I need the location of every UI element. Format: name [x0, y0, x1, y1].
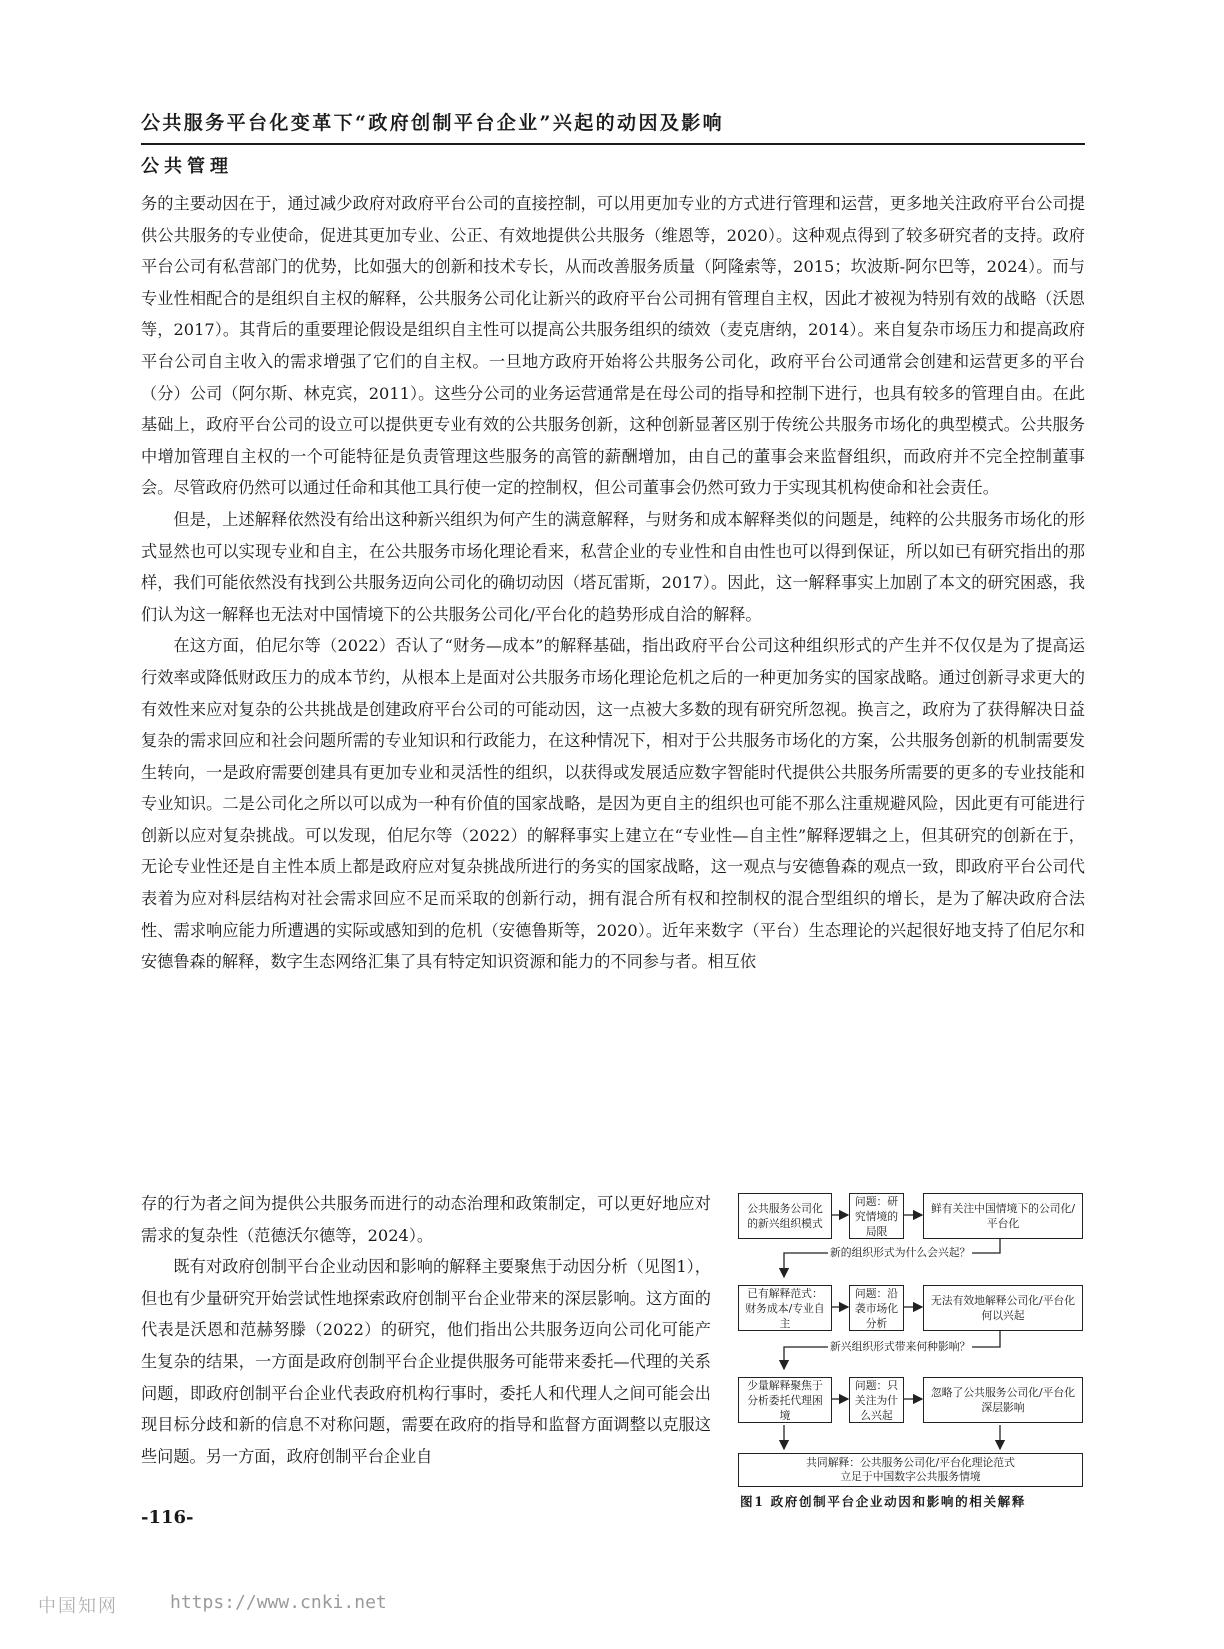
joint-explanation-line2: 立足于中国数字公共服务情境 — [840, 1470, 981, 1483]
figure-1 — [736, 1187, 1088, 1507]
box-problem-why: 问题：只关注为什么兴起 — [849, 1377, 904, 1423]
header-rule — [141, 143, 1085, 145]
running-header-section: 公共管理 — [141, 156, 233, 177]
box-ignored-impact: 忽略了公共服务公司化/平台化深层影响 — [923, 1377, 1083, 1423]
cnki-logo: 中国知网 — [38, 1596, 118, 1617]
paragraph-5: 既有对政府创制平台企业动因和影响的解释主要聚焦于动因分析（见图1），但也有少量研究开始尝试性地探索政府创制平台企业带来的深层影响。这方面的代表是沃恩和范赫努滕（2022）的研究，他们指出公共服务迈向公司化可能产生复杂的结果，一方面是政府创制平台企业提供服务可能带来委托—代理的关系问题，即政府创制平台企业代表政府机构行事时，委托人和代理人之间可能会出现目标分歧和新的信息不对称问题，需要在政府的指导和监督方面调整以克服这些问题。另一方面，政府创制平台企业自 — [141, 1257, 711, 1466]
page-number: -116- — [141, 1507, 194, 1528]
figure-caption-label: 图1 — [740, 1494, 765, 1509]
joint-explanation-line1: 共同解释：公共服务公司化/平台化理论范式 — [806, 1456, 1015, 1469]
box-principal-agent: 少量解释聚焦于分析委托代理困境 — [738, 1377, 832, 1423]
paragraph-1: 务的主要动因在于，通过减少政府对政府平台公司的直接控制，可以用更加专业的方式进行管理和运营，更多地关注政府平台公司提供公共服务的专业使命，促进其更加专业、公正、有效地提供公共服务（维恩等，2020）。这种观点得到了较多研究者的支持。政府平台公司有私营部门的优势，比如强大的创新和技术专长，从而改善服务质量（阿隆索等，2015；坎波斯-阿尔巴等，2024）。而与专业性相配合的是组织自主权的解释，公共服务公司化让新兴的政府平台公司拥有管理自主权，因此才被视为特别有效的战略（沃恩等，2017）。其背后的重要理论假设是组织自主性可以提高公共服务组织的绩效（麦克唐纳，2014）。来自复杂市场压力和提高政府平台公司自主收入的需求增强了它们的自主权。一旦地方政府开始将公共服务公司化，政府平台公司通常会创建和运营更多的平台（分）公司（阿尔斯、林克宾，2011）。这些分公司的业务运营通常是在母公司的指导和控制下进行，也具有较多的管理自由。在此基础上，政府平台公司的设立可以提供更专业有效的公共服务创新，这种创新显著区别于传统公共服务市场化的典型模式。公共服务中增加管理自主权的一个可能特征是负责管理这些服务的高管的薪酬增加，由自己的董事会来监督组织，而政府并不完全控制董事会。尽管政府仍然可以通过任命和其他工具行使一定的控制权，但公司董事会仍然可致力于实现其机构使命和社会责任。 — [141, 194, 1085, 498]
box-existing-paradigm: 已有解释范式：财务成本/专业自主 — [738, 1285, 832, 1331]
box-cannot-explain: 无法有效地解释公司化/平台化何以兴起 — [923, 1285, 1083, 1331]
figure-caption — [740, 1491, 1032, 1510]
figure-caption-text: 政府创制平台企业动因和影响的相关解释 — [770, 1494, 1027, 1509]
question-what-impact: 新兴组织形式带来何种影响？ — [830, 1340, 971, 1353]
paragraph-3: 在这方面，伯尼尔等（2022）否认了“财务—成本”的解释基础，指出政府平台公司这种组织形式的产生并不仅仅是为了提高运行效率或降低财政压力的成本节约，从根本上是面对公共服务市场化理论危机之后的一种更加务实的国家战略。通过创新寻求更大的有效性来应对复杂的公共挑战是创建政府平台公司的可能动因，这一点被大多数的现有研究所忽视。换言之，政府为了获得解决日益复杂的需求回应和社会问题所需的专业知识和行政能力，在这种情况下，相对于公共服务市场化的方案，公共服务创新的机制需要发生转向，一是政府需要创建具有更加专业和灵活性的组织，以获得或发展适应数字智能时代提供公共服务所需要的更多的专业技能和专业知识。二是公司化之所以可以成为一种有价值的国家战略，是因为更自主的组织也可能不那么注重规避风险，因此更有可能进行创新以应对复杂挑战。可以发现，伯尼尔等（2022）的解释事实上建立在“专业性—自主性”解释逻辑之上，但其研究的创新在于，无论专业性还是自主性本质上都是政府应对复杂挑战所进行的务实的国家战略，这一观点与安德鲁森的观点一致，即政府平台公司代表着为应对科层结构对社会需求回应不足而采取的创新行动，拥有混合所有权和控制权的混合型组织的增长，是为了解决政府合法性、需求响应能力所遭遇的实际或感知到的危机（安德鲁斯等，2020）。近年来数字（平台）生态理论的兴起很好地支持了伯尼尔和安德鲁森的解释，数字生态网络汇集了具有特定知识资源和能力的不同参与者。相互依 — [141, 636, 1085, 972]
cnki-url: https://www.cnki.net — [170, 1592, 387, 1613]
box-problem-market: 问题：沿袭市场化分析 — [849, 1285, 904, 1331]
body-text — [141, 188, 1085, 978]
box-china-context: 鲜有关注中国情境下的公司化/平台化 — [923, 1193, 1083, 1239]
box-joint-explanation — [738, 1453, 1083, 1487]
paragraph-2: 但是，上述解释依然没有给出这种新兴组织为何产生的满意解释，与财务和成本解释类似的问题是，纯粹的公共服务市场化的形式显然也可以实现专业和自主，在公共服务市场化理论看来，私营企业的专业性和自由性也可以得到保证，所以如已有研究指出的那样，我们可能依然没有找到公共服务迈向公司化的确切动因（塔瓦雷斯，2017）。因此，这一解释事实上加剧了本文的研究困惑，我们认为这一解释也无法对中国情境下的公共服务公司化/平台化的趋势形成自洽的解释。 — [141, 509, 1085, 624]
box-new-organization-model: 公共服务公司化的新兴组织模式 — [738, 1193, 832, 1239]
question-why-emerge: 新的组织形式为什么会兴起？ — [830, 1246, 971, 1259]
paragraph-4: 存的行为者之间为提供公共服务而进行的动态治理和政策制定，可以更好地应对需求的复杂性（范德沃尔德等，2024）。 — [141, 1194, 711, 1245]
running-header-title: 公共服务平台化变革下“政府创制平台企业”兴起的动因及影响 — [141, 112, 725, 134]
wrap-text — [141, 1188, 711, 1472]
box-problem-context: 问题：研究情境的局限 — [849, 1193, 904, 1239]
